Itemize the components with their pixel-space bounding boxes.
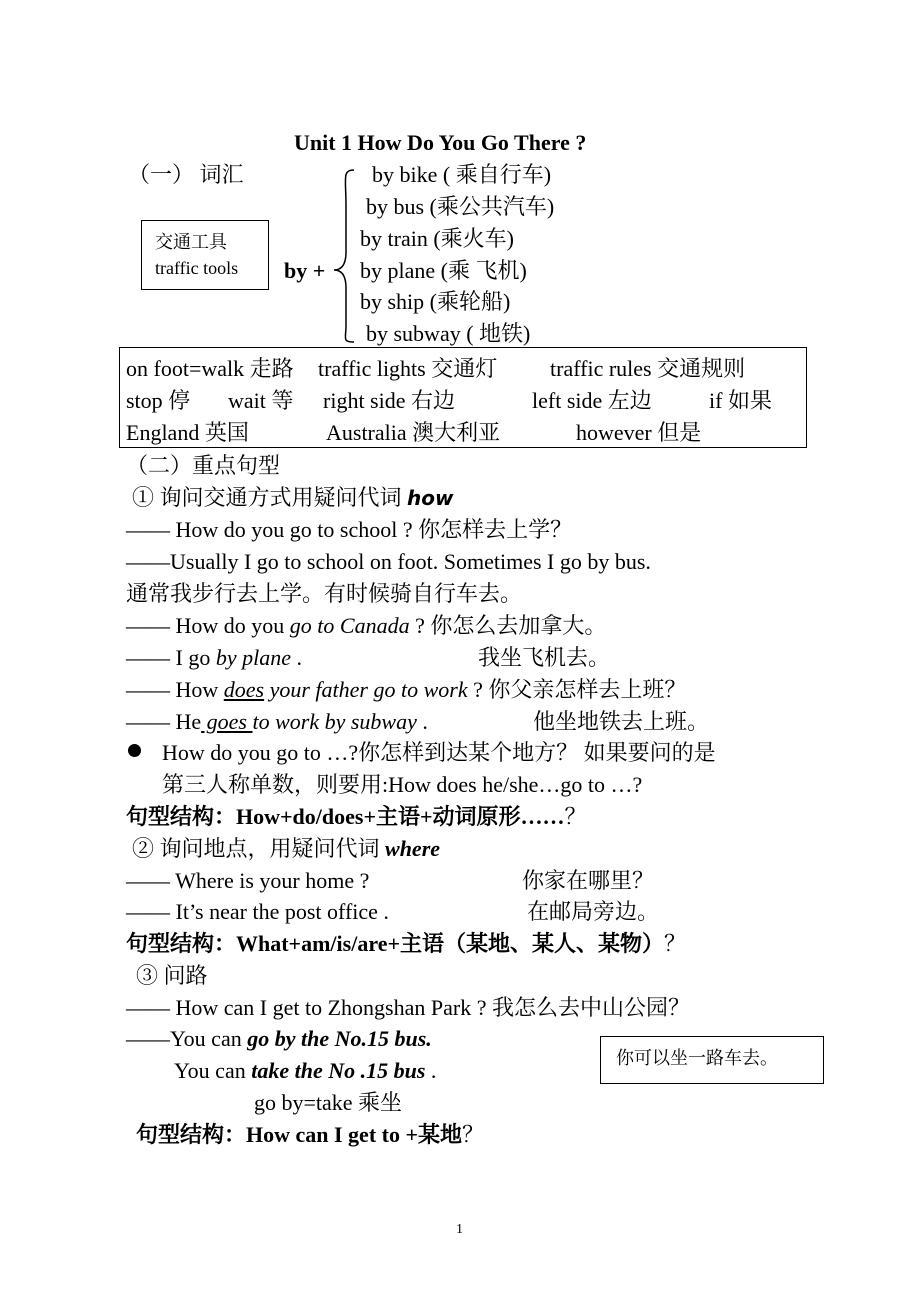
point3-line2-bold: go by the No.15 bus. xyxy=(247,1026,432,1051)
point3-pattern xyxy=(136,1124,484,1146)
point1-line4 xyxy=(126,615,606,637)
note-box-text: 你可以坐一路车去。 xyxy=(616,1048,778,1068)
vocab-england: England 英国 xyxy=(126,420,249,445)
vocab-wait: wait 等 xyxy=(228,388,294,413)
point1-line2: ——Usually I go to school on foot. Sometimes I go by bus. xyxy=(126,549,651,574)
point1-line6-a: —— How xyxy=(126,677,224,702)
vocab-if: if 如果 xyxy=(709,388,772,413)
transport-item-bike: by bike ( 乘自行车) xyxy=(372,162,552,187)
point1-line6-does: does xyxy=(223,677,265,702)
point3-line3-bold: take the No .15 bus xyxy=(251,1058,426,1083)
point2-line2: —— It’s near the post office . xyxy=(126,899,389,924)
vocab-australia: Australia 澳大利亚 xyxy=(326,420,501,445)
point3-line2-a: ——You can xyxy=(126,1026,248,1051)
point2-keyword: where xyxy=(385,836,441,861)
point1-line7-cn: 他坐地铁去上班。 xyxy=(533,709,710,734)
point1-line6-d: ? 你父亲怎样去上班？ xyxy=(467,677,687,702)
by-plus-label: by + xyxy=(284,258,326,283)
page-number: 1 xyxy=(456,1222,463,1237)
point1-line5 xyxy=(126,647,302,669)
point1-line7-goes: goes xyxy=(201,709,253,734)
point1-line5-a: —— I go xyxy=(126,645,216,670)
point1-line7 xyxy=(126,711,428,733)
point1-bullet-line2: 第三人称单数，则要用:How does he/she…go to …? xyxy=(162,772,643,797)
point3-pattern-end: ？ xyxy=(462,1122,485,1147)
point1-line7-d: . xyxy=(416,709,428,734)
transport-item-ship: by ship (乘轮船) xyxy=(360,289,511,314)
page-title: Unit 1 How Do You Go There ? xyxy=(294,130,587,155)
point3-line4: go by=take 乘坐 xyxy=(254,1090,403,1115)
vocab-stop: stop 停 xyxy=(126,388,191,413)
vocab-however: however 但是 xyxy=(576,420,702,445)
point1-line7-italic: to work by subway xyxy=(252,709,417,734)
point1-line5-c: . xyxy=(290,645,302,670)
point1-label: ① 询问交通方式用疑问代词 xyxy=(132,485,408,510)
vocab-traffic-lights: traffic lights 交通灯 xyxy=(318,356,498,381)
point3-line3-a: You can xyxy=(174,1058,252,1083)
point3-line1: —— How can I get to Zhongshan Park ? 我怎么去中山公园？ xyxy=(126,995,690,1020)
point1-line6-italic: your father go to work xyxy=(264,677,468,702)
transport-item-bus: by bus (乘公共汽车) xyxy=(366,194,555,219)
point1-keyword: how xyxy=(407,486,454,510)
point1-pattern-end: ？ xyxy=(564,804,587,829)
point1-line4-a: —— How do you xyxy=(126,613,290,638)
point2-label: ② 询问地点，用疑问代词 xyxy=(132,836,386,861)
point1-line1: —— How do you go to school ? 你怎样去上学？ xyxy=(126,517,573,542)
point1-line6 xyxy=(126,679,686,701)
point1-line3: 通常我步行去上学。有时候骑自行车去。 xyxy=(126,581,523,606)
traffic-tools-box xyxy=(141,220,269,290)
curly-brace xyxy=(330,166,360,346)
point2-heading xyxy=(132,838,440,860)
note-box xyxy=(600,1036,824,1084)
point3-line3 xyxy=(174,1060,436,1082)
point1-line5-italic: by plane xyxy=(215,645,291,670)
point1-heading xyxy=(132,487,453,509)
traffic-tools-cn: 交通工具 xyxy=(155,232,227,252)
point1-bullet-line1: How do you go to …?你怎样到达某个地方？ 如果要问的是 xyxy=(162,740,716,765)
section-heading-sentences: （二）重点句型 xyxy=(126,453,281,478)
section-heading-vocabulary: （一） 词汇 xyxy=(128,162,244,187)
point2-line1-cn: 你家在哪里？ xyxy=(522,868,655,893)
point1-pattern xyxy=(126,806,587,828)
point2-line1: —— Where is your home ? xyxy=(126,868,370,893)
point2-pattern-label: 句型结构：What+am/is/are+主语（某地、某人、某物） xyxy=(126,931,664,956)
traffic-tools-en: traffic tools xyxy=(155,258,239,278)
vocab-left-side: left side 左边 xyxy=(532,388,652,413)
vocab-traffic-rules: traffic rules 交通规则 xyxy=(550,356,746,381)
point3-line3-c: . xyxy=(425,1058,437,1083)
point1-line4-c: ? 你怎么去加拿大。 xyxy=(409,613,607,638)
point2-pattern-end: ？ xyxy=(664,931,687,956)
transport-item-subway: by subway ( 地铁) xyxy=(366,321,531,346)
point2-pattern xyxy=(126,933,686,955)
point1-line4-italic: go to Canada xyxy=(289,613,410,638)
point3-line2 xyxy=(126,1028,432,1050)
point3-pattern-label: 句型结构：How can I get to +某地 xyxy=(136,1122,463,1147)
transport-item-train: by train (乘火车) xyxy=(360,226,514,251)
vocab-on-foot: on foot=walk 走路 xyxy=(126,356,294,381)
bullet-dot xyxy=(128,744,141,757)
point1-line5-cn: 我坐飞机去。 xyxy=(478,645,611,670)
point1-line7-a: —— He xyxy=(126,709,202,734)
point3-heading: ③ 问路 xyxy=(136,963,208,988)
point1-pattern-label: 句型结构：How+do/does+主语+动词原形…… xyxy=(126,804,565,829)
transport-item-plane: by plane (乘 飞机) xyxy=(360,258,527,283)
point2-line2-cn: 在邮局旁边。 xyxy=(527,899,660,924)
vocab-right-side: right side 右边 xyxy=(323,388,455,413)
